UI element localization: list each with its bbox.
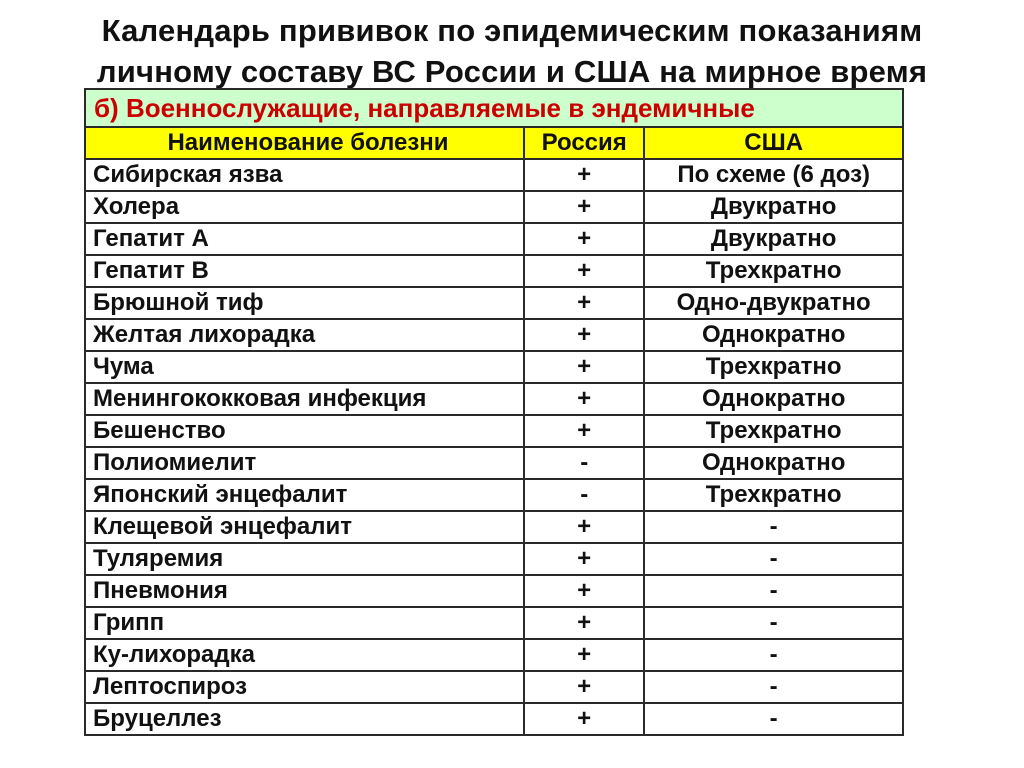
russia-cell: + bbox=[524, 671, 644, 703]
russia-cell: + bbox=[524, 191, 644, 223]
disease-cell: Менингококковая инфекция bbox=[85, 383, 524, 415]
disease-cell: Японский энцефалит bbox=[85, 479, 524, 511]
table-row bbox=[85, 415, 903, 447]
usa-cell: - bbox=[644, 671, 903, 703]
table-row bbox=[85, 159, 903, 191]
russia-cell: + bbox=[524, 415, 644, 447]
disease-cell: Гепатит В bbox=[85, 255, 524, 287]
table-row bbox=[85, 287, 903, 319]
usa-cell: Трехкратно bbox=[644, 351, 903, 383]
table-row bbox=[85, 191, 903, 223]
disease-cell: Чума bbox=[85, 351, 524, 383]
usa-cell: Однократно bbox=[644, 447, 903, 479]
usa-cell: - bbox=[644, 607, 903, 639]
usa-cell: Трехкратно bbox=[644, 479, 903, 511]
usa-cell: Однократно bbox=[644, 319, 903, 351]
disease-cell: Клещевой энцефалит bbox=[85, 511, 524, 543]
usa-cell: Однократно bbox=[644, 383, 903, 415]
usa-cell: По схеме (6 доз) bbox=[644, 159, 903, 191]
russia-cell: - bbox=[524, 479, 644, 511]
table-row bbox=[85, 511, 903, 543]
column-header-usa: США bbox=[644, 127, 903, 159]
disease-cell: Пневмония bbox=[85, 575, 524, 607]
vaccination-table bbox=[84, 88, 904, 736]
disease-cell: Полиомиелит bbox=[85, 447, 524, 479]
usa-cell: - bbox=[644, 543, 903, 575]
table-row bbox=[85, 543, 903, 575]
russia-cell: + bbox=[524, 159, 644, 191]
usa-cell: Двукратно bbox=[644, 191, 903, 223]
table-row bbox=[85, 383, 903, 415]
russia-cell: + bbox=[524, 703, 644, 735]
table-row bbox=[85, 447, 903, 479]
subtitle-row bbox=[85, 89, 903, 127]
table-row bbox=[85, 703, 903, 735]
table-row bbox=[85, 639, 903, 671]
russia-cell: + bbox=[524, 511, 644, 543]
russia-cell: + bbox=[524, 575, 644, 607]
disease-cell: Бруцеллез bbox=[85, 703, 524, 735]
table-row bbox=[85, 575, 903, 607]
disease-cell: Грипп bbox=[85, 607, 524, 639]
disease-cell: Желтая лихорадка bbox=[85, 319, 524, 351]
disease-cell: Ку-лихорадка bbox=[85, 639, 524, 671]
table-row bbox=[85, 607, 903, 639]
table-body bbox=[85, 159, 903, 735]
usa-cell: Трехкратно bbox=[644, 415, 903, 447]
disease-cell: Сибирская язва bbox=[85, 159, 524, 191]
table-row bbox=[85, 671, 903, 703]
table-subtitle: б) Военнослужащие, направляемые в эндемичные bbox=[85, 89, 903, 127]
russia-cell: + bbox=[524, 351, 644, 383]
table-row bbox=[85, 319, 903, 351]
usa-cell: Двукратно bbox=[644, 223, 903, 255]
usa-cell: - bbox=[644, 639, 903, 671]
table-row bbox=[85, 351, 903, 383]
disease-cell: Холера bbox=[85, 191, 524, 223]
title-line-1: Календарь прививок по эпидемическим показаниям bbox=[101, 13, 923, 48]
russia-cell: + bbox=[524, 383, 644, 415]
russia-cell: + bbox=[524, 319, 644, 351]
title-line-2: личному составу ВС России и США на мирное время bbox=[96, 54, 928, 89]
usa-cell: - bbox=[644, 511, 903, 543]
russia-cell: + bbox=[524, 223, 644, 255]
disease-cell: Бешенство bbox=[85, 415, 524, 447]
disease-cell: Лептоспироз bbox=[85, 671, 524, 703]
table-row bbox=[85, 479, 903, 511]
table-row bbox=[85, 255, 903, 287]
russia-cell: + bbox=[524, 255, 644, 287]
table-row bbox=[85, 223, 903, 255]
russia-cell: + bbox=[524, 607, 644, 639]
disease-cell: Туляремия bbox=[85, 543, 524, 575]
page-title bbox=[0, 10, 1024, 92]
disease-cell: Брюшной тиф bbox=[85, 287, 524, 319]
disease-cell: Гепатит А bbox=[85, 223, 524, 255]
russia-cell: + bbox=[524, 639, 644, 671]
russia-cell: - bbox=[524, 447, 644, 479]
russia-cell: + bbox=[524, 543, 644, 575]
usa-cell: Трехкратно bbox=[644, 255, 903, 287]
usa-cell: - bbox=[644, 575, 903, 607]
column-header-russia: Россия bbox=[524, 127, 644, 159]
russia-cell: + bbox=[524, 287, 644, 319]
column-header-disease: Наименование болезни bbox=[85, 127, 524, 159]
usa-cell: Одно-двукратно bbox=[644, 287, 903, 319]
usa-cell: - bbox=[644, 703, 903, 735]
vaccination-table-container bbox=[84, 88, 904, 736]
column-header-row bbox=[85, 127, 903, 159]
